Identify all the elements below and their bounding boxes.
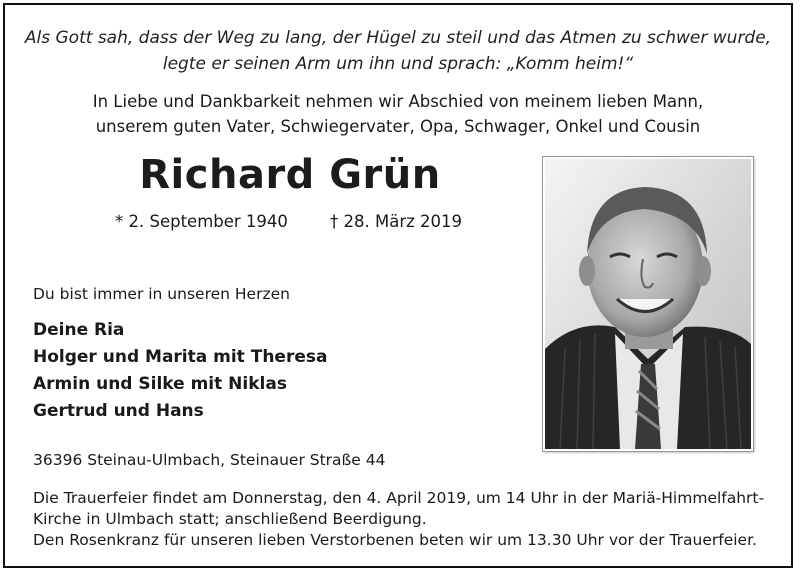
obituary-notice bbox=[3, 3, 793, 568]
portrait-photo bbox=[543, 157, 753, 451]
portrait-illustration bbox=[545, 159, 751, 449]
service-line-3: Den Rosenkranz für unseren lieben Verstorbenen beten wir um 13.30 Uhr vor der Trauerfeier. bbox=[33, 531, 757, 549]
funeral-service-info bbox=[33, 488, 783, 551]
mourner-item: Gertrud und Hans bbox=[33, 401, 204, 421]
death-date: † 28. März 2019 bbox=[330, 212, 463, 231]
intro-line-1: In Liebe und Dankbarkeit nehmen wir Abschied von meinem lieben Mann, bbox=[92, 92, 704, 111]
deceased-name: Richard Grün bbox=[139, 152, 441, 198]
memorial-quote bbox=[5, 25, 791, 77]
birth-date: * 2. September 1940 bbox=[115, 212, 288, 231]
quote-line-1: Als Gott sah, dass der Weg zu lang, der Hügel zu steil und das Atmen zu schwer wurde, bbox=[24, 28, 772, 48]
memorial-motto: Du bist immer in unseren Herzen bbox=[33, 285, 290, 303]
farewell-intro bbox=[5, 89, 791, 139]
family-address: 36396 Steinau-Ulmbach, Steinauer Straße 44 bbox=[33, 451, 386, 469]
service-line-2: Kirche in Ulmbach statt; anschließend Beerdigung. bbox=[33, 510, 427, 528]
intro-line-2: unserem guten Vater, Schwiegervater, Opa, Schwager, Onkel und Cousin bbox=[95, 117, 701, 136]
quote-line-2: legte er seinen Arm um ihn und sprach: „Komm heim!“ bbox=[162, 54, 634, 74]
mourner-item: Holger und Marita mit Theresa bbox=[33, 347, 328, 367]
service-line-1: Die Trauerfeier findet am Donnerstag, den 4. April 2019, um 14 Uhr in der Mariä-Himmelfahrt- bbox=[33, 489, 765, 507]
mourners-list bbox=[33, 317, 327, 425]
mourner-item: Deine Ria bbox=[33, 320, 125, 340]
mourner-item: Armin und Silke mit Niklas bbox=[33, 374, 287, 394]
